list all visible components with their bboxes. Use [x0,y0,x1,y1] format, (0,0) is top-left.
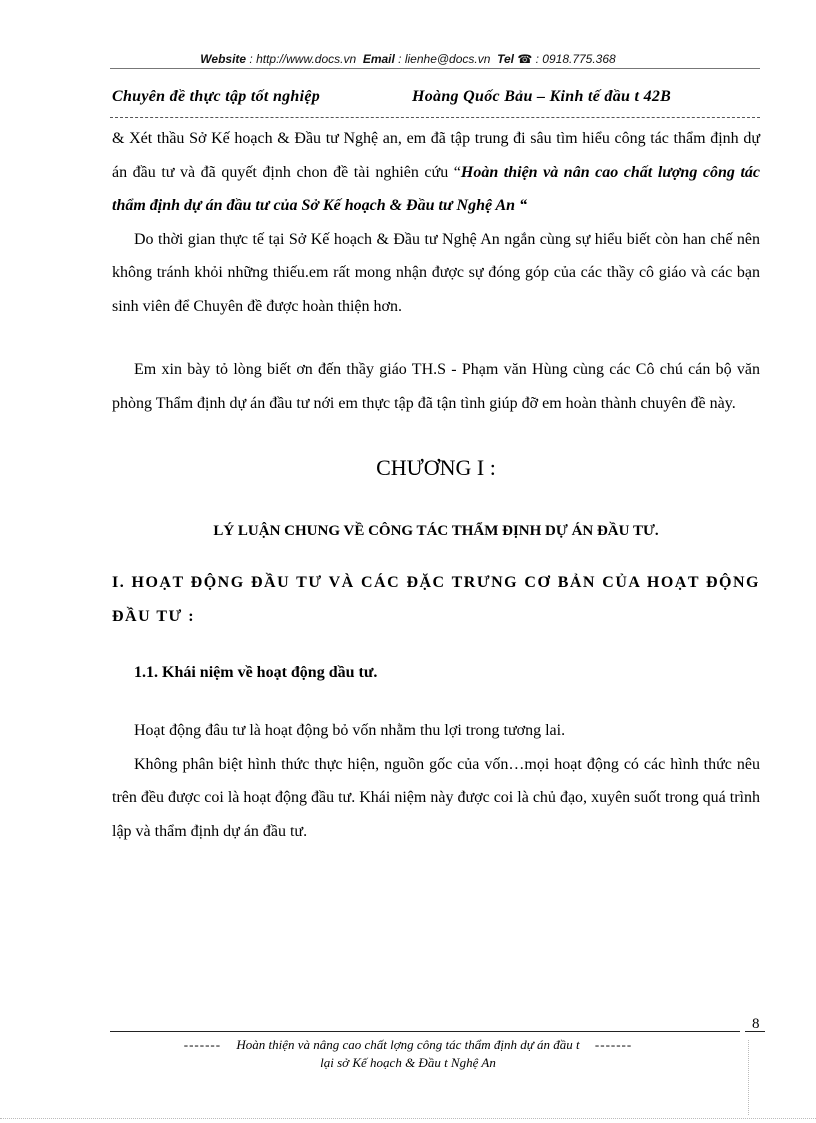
footer-line-1 [0,1037,816,1053]
page-body [112,122,760,848]
chapter-title: CHƯƠNG I : [376,455,496,480]
footer-divider [110,1031,740,1032]
website-url[interactable]: : http://www.docs.vn [249,52,357,66]
tel-number: : 0918.775.368 [535,52,616,66]
footer-dash-right: ------- [594,1037,633,1052]
running-header [112,88,762,106]
section-heading: I. HOẠT ĐỘNG ĐẦU TƯ VÀ CÁC ĐẶC TRƯNG CƠ BẢN CỦA HOẠT ĐỘNG ĐẦU TƯ : [112,574,760,625]
website-label: Website [200,52,247,66]
thesis-title: Hoàn thiện và nân cao chất lượng công tác thẩm định dự án đầu tư của Sở Kế hoạch & Đầu tư Nghệ An “ [112,163,761,214]
subsection-heading: 1.1. Khái niệm về hoạt động dầu tư. [134,664,378,681]
paragraph-scope: Không phân biệt hình thức thực hiện, nguồn gốc của vốn…mọi hoạt động có các hình thức nêu trên đều được coi là hoạt động đầu tư. Khái niệm này được coi là chủ đạo, xuyên suốt trong quá trình lập và thẩm định dự án đầu tư. [112,755,760,840]
footer-side-dots [748,1040,750,1115]
tel-label: Tel [497,52,514,66]
chapter-subtitle: LÝ LUẬN CHUNG VỀ CÔNG TÁC THẨM ĐỊNH DỰ ÁN ĐẦU TƯ. [213,523,659,539]
header-divider [110,117,760,118]
website-banner [0,52,816,66]
paragraph-intro-text: & Xét thầu Sở Kế hoạch & Đầu tư Nghệ an, em đã tập trung đi sâu tìm hiểu công tác thẩm định dự án đầu tư và đã quyết định chon đề tài nghiên cứu “ [112,130,760,181]
page-number: 8 [752,1016,760,1032]
paragraph-limitations: Do thời gian thực tế tại Sở Kế hoạch & Đầu tư Nghệ An ngắn cùng sự hiểu biết còn han chế nên không tránh khỏi những thiếu.em rất mong nhận được sự đóng góp của các thầy cô giáo và các bạn sinh viên để Chuyên đề được hoàn thiện hơn. [112,230,760,315]
footer-text-1: Hoàn thiện và nâng cao chất lợng công tác thẩm định dự án đầu t [236,1037,580,1052]
email-label: Email [362,52,395,66]
phone-icon: ☎ [517,52,533,66]
running-header-left: Chuyên đề thực tập tốt nghiệp [112,88,321,105]
page-bottom-border [0,1118,816,1119]
email-address[interactable]: : lienhe@docs.vn [398,52,491,66]
paragraph-definition: Hoạt động đâu tư là hoạt động bỏ vốn nhằm thu lợi trong tương lai. [134,722,566,739]
paragraph-acknowledgement: Em xin bày tỏ lòng biết ơn đến thầy giáo TH.S - Phạm văn Hùng cùng các Cô chú cán bộ văn phòng Thẩm định dự án đầu tư nới em thực tập đã tận tình giúp đỡ em hoàn thành chuyên đề này. [112,361,760,412]
running-header-right: Hoàng Quốc Bảu – Kinh tế đầu t 42B [412,88,672,105]
footer-dash-left: ------- [183,1037,222,1052]
banner-divider [110,68,760,69]
paragraph-intro [112,122,760,223]
footer-line-2: lại sở Kế hoạch & Đầu t Nghệ An [320,1055,496,1070]
footer-divider-short [745,1031,765,1032]
